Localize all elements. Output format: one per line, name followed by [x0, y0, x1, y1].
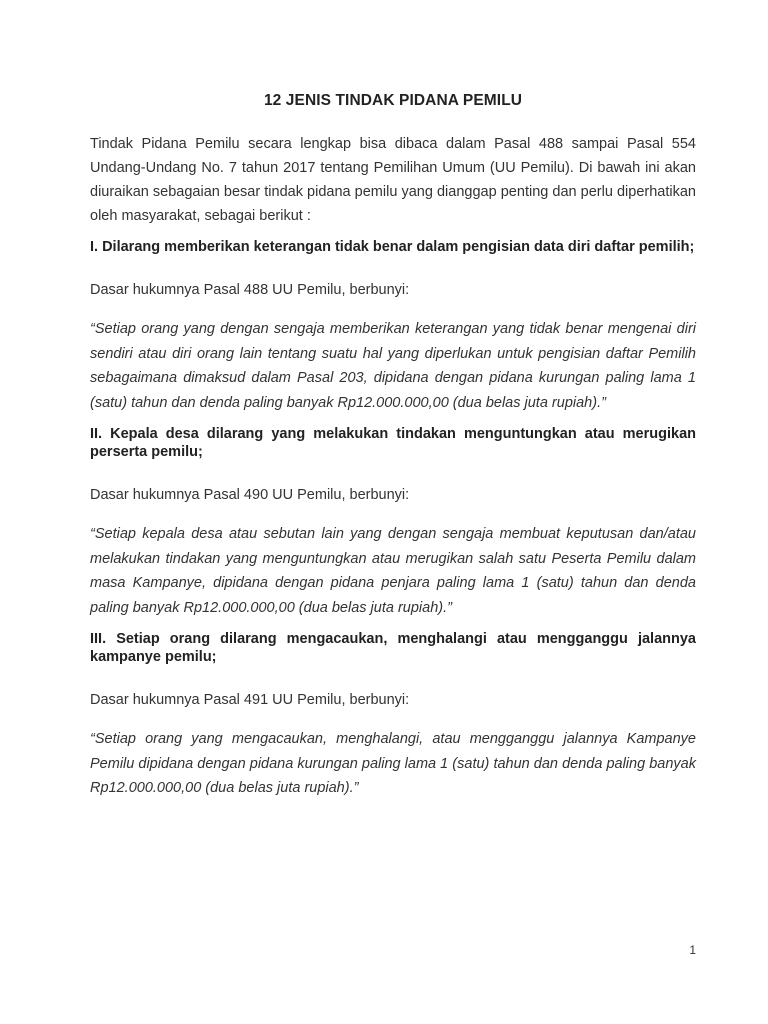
- law-quote: “Setiap orang yang dengan sengaja memberikan keterangan yang tidak benar mengenai diri sendiri atau diri orang lain tentang suatu hal yang diperlukan untuk pengisian daftar Pemilih sebagaimana dimaksud dalam Pasal 203, dipidana dengan pidana kurungan paling lama 1 (satu) tahun dan denda paling banyak Rp12.000.000,00 (dua belas juta rupiah).”: [90, 321, 696, 411]
- law-quote: “Setiap kepala desa atau sebutan lain yang dengan sengaja membuat keputusan dan/atau melakukan tindakan yang menguntungkan atau merugikan salah satu Peserta Pemilu dalam masa Kampanye, dipidana dengan pidana penjara paling lama 1 (satu) tahun dan denda paling banyak Rp12.000.000,00 (dua belas juta rupiah).”: [90, 526, 696, 616]
- section-heading: I. Dilarang memberikan keterangan tidak benar dalam pengisian data diri daftar pemilih;: [90, 239, 695, 255]
- law-quote: “Setiap orang yang mengacaukan, menghalangi, atau mengganggu jalannya Kampanye Pemilu dipidana dengan pidana kurungan paling lama 1 (satu) tahun dan denda paling banyak Rp12.000.000,00 (dua belas juta rupiah).”: [90, 731, 696, 796]
- section-heading: II. Kepala desa dilarang yang melakukan tindakan menguntungkan atau merugikan perserta pemilu;: [90, 426, 696, 460]
- intro-paragraph: Tindak Pidana Pemilu secara lengkap bisa dibaca dalam Pasal 488 sampai Pasal 554 Undang-Undang No. 7 tahun 2017 tentang Pemilihan Umum (UU Pemilu). Di bawah ini akan diuraikan sebagaian besar tindak pidana pemilu yang dianggap penting dan perlu diperhatikan oleh masyarakat, sebagai berikut :: [90, 136, 696, 224]
- legal-basis: Dasar hukumnya Pasal 488 UU Pemilu, berbunyi:: [90, 282, 410, 298]
- section-heading: III. Setiap orang dilarang mengacaukan, menghalangi atau mengganggu jalannya kampanye pemilu;: [90, 631, 696, 665]
- document-title: 12 JENIS TINDAK PIDANA PEMILU: [263, 92, 523, 109]
- section-1: [90, 238, 696, 415]
- legal-basis: Dasar hukumnya Pasal 491 UU Pemilu, berbunyi:: [90, 692, 410, 708]
- page-number: 1: [689, 943, 696, 957]
- section-2: [90, 425, 696, 620]
- section-3: [90, 630, 696, 801]
- document-page: [90, 0, 696, 1024]
- legal-basis: Dasar hukumnya Pasal 490 UU Pemilu, berbunyi:: [90, 487, 410, 503]
